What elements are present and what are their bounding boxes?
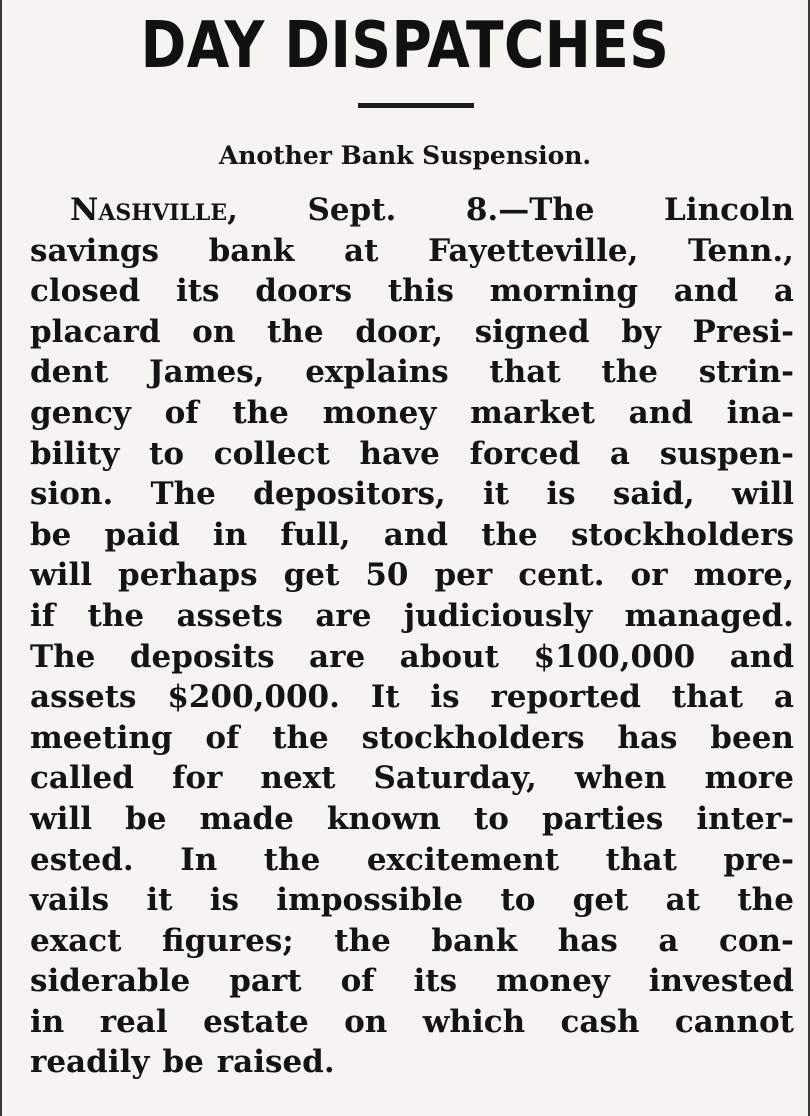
article-word: of <box>164 394 199 431</box>
article-word: part <box>229 963 302 1000</box>
article-word: by <box>621 313 661 350</box>
article-word: the <box>87 597 145 634</box>
article-word: about <box>399 638 499 675</box>
article-word: and <box>673 273 739 310</box>
article-word: get <box>283 557 340 594</box>
article-word: closed <box>30 273 141 310</box>
article-word: to <box>149 435 185 472</box>
article-word: are <box>315 597 372 634</box>
article-word: paid <box>104 516 180 553</box>
article-word: cent. <box>518 557 605 594</box>
article-word: more, <box>693 557 794 594</box>
headline-rule <box>358 103 474 108</box>
article-word: when <box>574 760 667 797</box>
article-word: that <box>671 679 744 716</box>
article-word: door, <box>355 313 444 350</box>
article-word: dent <box>30 354 109 391</box>
article-word: Presi- <box>692 313 794 350</box>
article-word: Sept. <box>307 192 397 228</box>
article-word: bank <box>431 922 518 959</box>
article-word: Lincoln <box>664 192 794 228</box>
article-word: $100,000 <box>533 638 696 675</box>
article-word: con- <box>718 922 794 959</box>
article-word: reported <box>490 679 641 716</box>
article-word: In <box>180 841 218 878</box>
article-word: collect <box>213 435 330 472</box>
article-word: it <box>146 882 173 919</box>
article-word: called <box>30 760 134 797</box>
article-word: It <box>370 679 400 716</box>
article-word: forced <box>469 435 581 472</box>
article-word: James, <box>148 354 265 391</box>
article-word: market <box>470 394 595 431</box>
article-line <box>30 1042 794 1083</box>
article-word: doors <box>255 273 353 310</box>
article-word: siderable <box>30 963 191 1000</box>
article-word: the <box>737 882 794 919</box>
article-line <box>30 393 794 434</box>
article-word: its <box>175 273 220 310</box>
article-word: morning <box>489 273 639 310</box>
article-word: bility <box>30 435 120 472</box>
article-line <box>30 961 794 1002</box>
article-word: known <box>326 800 441 837</box>
article-line <box>30 515 794 556</box>
article-word: in <box>212 516 248 553</box>
article-word: strin- <box>698 354 794 391</box>
article-word: Tenn., <box>688 232 794 269</box>
article-word: invested <box>648 963 794 1000</box>
article-word: on <box>344 1003 388 1040</box>
article-word: of <box>205 719 240 756</box>
article-word: or <box>630 557 668 594</box>
article-line <box>30 555 794 596</box>
article-word: managed. <box>624 597 794 634</box>
article-word: cannot <box>674 1003 794 1040</box>
article-line <box>30 1002 794 1043</box>
article-word: meeting <box>30 719 173 756</box>
article-line <box>30 434 794 475</box>
article-word: a <box>773 679 794 716</box>
article-word: and <box>628 394 693 431</box>
article-word: that <box>489 354 561 391</box>
article-word: raised. <box>216 1044 335 1081</box>
article-word: assets <box>30 679 137 716</box>
article-word: the <box>272 719 329 756</box>
article-body <box>30 190 794 1083</box>
article-word: a <box>773 273 794 310</box>
article-word: have <box>359 435 440 472</box>
article-line <box>30 718 794 759</box>
article-word: readily <box>30 1044 150 1081</box>
article-word: and <box>729 638 794 675</box>
article-word: if <box>30 597 56 634</box>
dateline: Nashville, <box>70 192 238 228</box>
article-word: a <box>609 435 630 472</box>
article-word: for <box>171 760 223 797</box>
article-word: stockholders <box>570 516 794 553</box>
subheadline: Another Bank Suspension. <box>218 141 592 170</box>
article-line <box>30 352 794 393</box>
article-word: be <box>162 1044 204 1081</box>
article-word: suspen- <box>659 435 794 472</box>
article-word: are <box>309 638 366 675</box>
article-word: is <box>546 476 576 513</box>
article-word: figures; <box>162 922 294 959</box>
article-word: judiciously <box>403 597 593 634</box>
article-word: will <box>731 476 794 513</box>
article-word: 8.—The <box>465 192 595 228</box>
article-word: The <box>30 638 96 675</box>
article-word: explains <box>305 354 449 391</box>
article-line <box>30 758 794 799</box>
article-word: its <box>413 963 458 1000</box>
article-word: made <box>199 800 294 837</box>
article-word: been <box>710 719 794 756</box>
article-word: which <box>422 1003 526 1040</box>
article-word: and <box>383 516 449 553</box>
article-word: real <box>99 1003 168 1040</box>
article-word: excitement <box>366 841 560 878</box>
article-word: perhaps <box>118 557 258 594</box>
article-word: the <box>263 841 321 878</box>
article-line <box>30 840 794 881</box>
article-word: has <box>557 922 618 959</box>
article-word: full, <box>280 516 351 553</box>
article-word: the <box>481 516 538 553</box>
article-word: exact <box>30 922 122 959</box>
article-word: said, <box>612 476 695 513</box>
article-word: it <box>483 476 510 513</box>
article-line <box>30 596 794 637</box>
article-word: to <box>500 882 536 919</box>
article-word: ested. <box>30 841 134 878</box>
article-word: get <box>572 882 629 919</box>
article-word: at <box>665 882 701 919</box>
headline: DAY DISPATCHES <box>140 9 670 83</box>
article-word: gency <box>30 394 131 431</box>
article-word: of <box>340 963 375 1000</box>
article-line <box>30 231 794 272</box>
article-line <box>30 921 794 962</box>
article-word: pre- <box>723 841 794 878</box>
article-word: sion. <box>30 476 114 513</box>
article-word: a <box>658 922 679 959</box>
article-line <box>30 799 794 840</box>
article-word: the <box>266 313 324 350</box>
article-word: bank <box>208 232 295 269</box>
article-word: is <box>430 679 460 716</box>
article-word: has <box>617 719 678 756</box>
article-word: be <box>30 516 72 553</box>
article-line <box>30 880 794 921</box>
article-word: that <box>605 841 677 878</box>
article-word: depositors, <box>253 476 446 513</box>
article-word: will <box>30 557 93 594</box>
article-word: is <box>209 882 240 919</box>
article-word: cash <box>560 1003 640 1040</box>
article-word: assets <box>176 597 283 634</box>
article-word: savings <box>30 232 159 269</box>
article-word: vails <box>30 882 110 919</box>
article-word: more <box>704 760 794 797</box>
article-word: parties <box>541 800 664 837</box>
article-word: Fayetteville, <box>428 232 639 269</box>
article-line <box>30 677 794 718</box>
article-word: stockholders <box>361 719 585 756</box>
article-word: will <box>30 800 93 837</box>
article-word: estate <box>203 1003 309 1040</box>
article-word: the <box>601 354 658 391</box>
article-word: signed <box>474 313 590 350</box>
article-word: The <box>150 476 216 513</box>
article-word: next <box>260 760 336 797</box>
article-word: money <box>496 963 610 1000</box>
article-word: in <box>30 1003 65 1040</box>
article-word: Saturday, <box>373 760 537 797</box>
article-line <box>30 637 794 678</box>
article-word: money <box>322 394 437 431</box>
article-word: per <box>434 557 493 594</box>
article-word: deposits <box>129 638 275 675</box>
article-word: at <box>344 232 379 269</box>
article-word: be <box>125 800 167 837</box>
article-word: $200,000. <box>167 679 340 716</box>
article-line <box>30 474 794 515</box>
article-word: placard <box>30 313 161 350</box>
article-word: 50 <box>365 557 409 594</box>
article-word: on <box>192 313 236 350</box>
article-line <box>30 190 794 231</box>
article-line <box>30 271 794 312</box>
article-word: to <box>473 800 509 837</box>
article-word: ina- <box>726 394 794 431</box>
article-word: impossible <box>276 882 464 919</box>
article-word: this <box>387 273 454 310</box>
article-line <box>30 312 794 353</box>
article-word: the <box>334 922 391 959</box>
article-word: the <box>232 394 289 431</box>
article-word: inter- <box>696 800 794 837</box>
